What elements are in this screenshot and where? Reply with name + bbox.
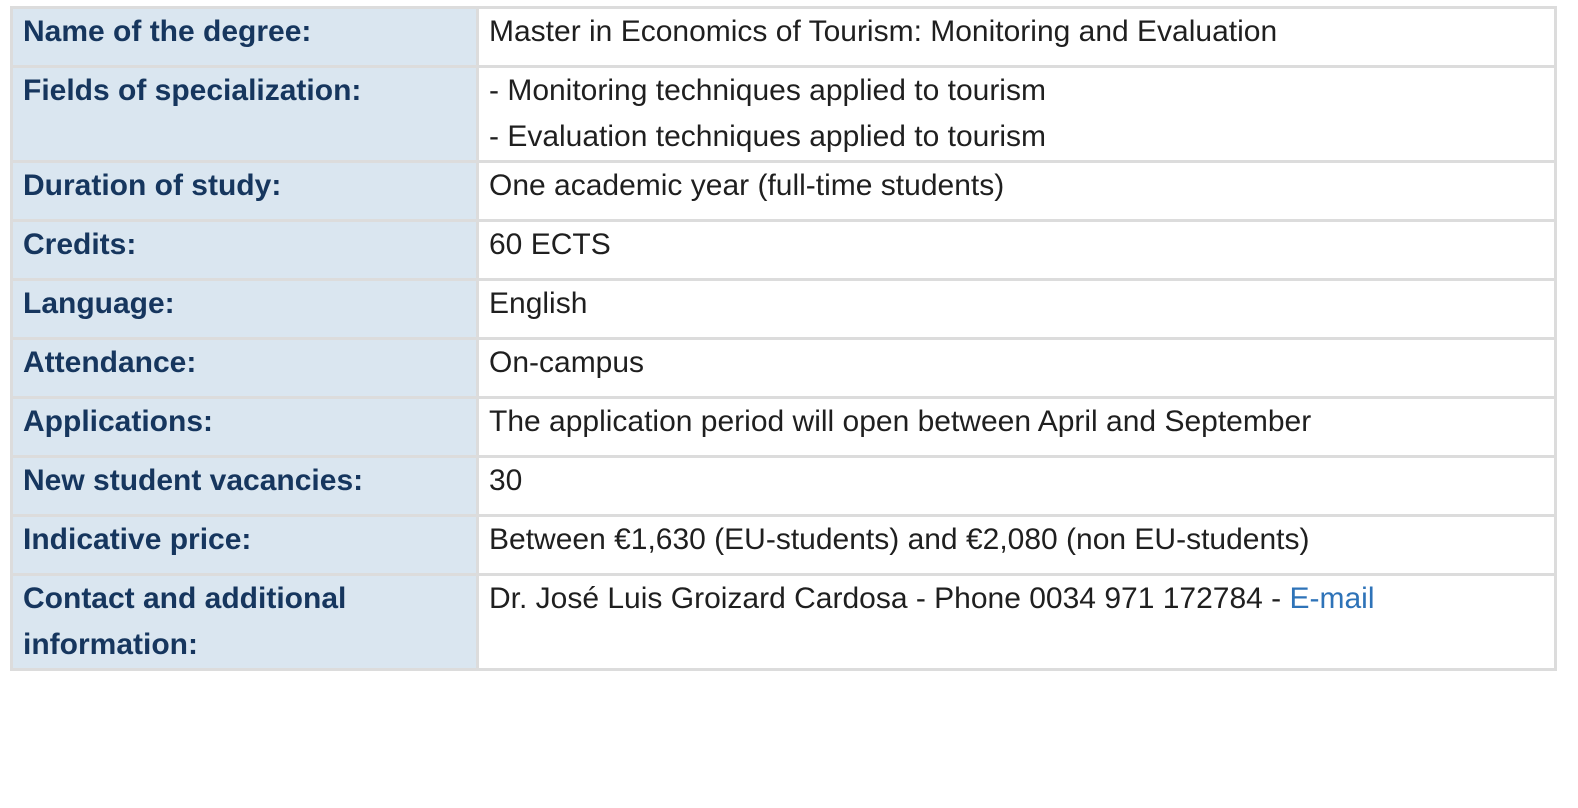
- fields-specialization-label: Fields of specialization:: [12, 67, 478, 162]
- table-row: [12, 8, 1556, 67]
- table-row: [12, 457, 1556, 516]
- table-row: [12, 67, 1556, 162]
- table-row: [12, 516, 1556, 575]
- degree-name-label: Name of the degree:: [12, 8, 478, 67]
- table-row: [12, 339, 1556, 398]
- contact-text: Dr. José Luis Groizard Cardosa - Phone 0034 971 172784 -: [489, 582, 1290, 615]
- price-value: Between €1,630 (EU-students) and €2,080 (non EU-students): [478, 516, 1556, 575]
- attendance-label: Attendance:: [12, 339, 478, 398]
- table-row: [12, 162, 1556, 221]
- language-label: Language:: [12, 280, 478, 339]
- degree-name-value: Master in Economics of Tourism: Monitoring and Evaluation: [478, 8, 1556, 67]
- email-link[interactable]: E-mail: [1289, 582, 1375, 615]
- degree-info-panel: [10, 6, 1557, 671]
- contact-value: [478, 575, 1556, 670]
- table-row: [12, 575, 1556, 670]
- specialization-item: - Monitoring techniques applied to tourism: [489, 74, 1046, 107]
- table-row: [12, 280, 1556, 339]
- vacancies-value: 30: [478, 457, 1556, 516]
- degree-info-table: [10, 6, 1557, 671]
- table-row: [12, 398, 1556, 457]
- price-label: Indicative price:: [12, 516, 478, 575]
- applications-label: Applications:: [12, 398, 478, 457]
- attendance-value: On-campus: [478, 339, 1556, 398]
- vacancies-label: New student vacancies:: [12, 457, 478, 516]
- duration-value: One academic year (full-time students): [478, 162, 1556, 221]
- language-value: English: [478, 280, 1556, 339]
- fields-specialization-value: [478, 67, 1556, 162]
- credits-value: 60 ECTS: [478, 221, 1556, 280]
- contact-label: Contact and additional information:: [12, 575, 478, 670]
- specialization-item: - Evaluation techniques applied to tourism: [489, 120, 1046, 153]
- duration-label: Duration of study:: [12, 162, 478, 221]
- credits-label: Credits:: [12, 221, 478, 280]
- applications-value: The application period will open between April and September: [478, 398, 1556, 457]
- table-row: [12, 221, 1556, 280]
